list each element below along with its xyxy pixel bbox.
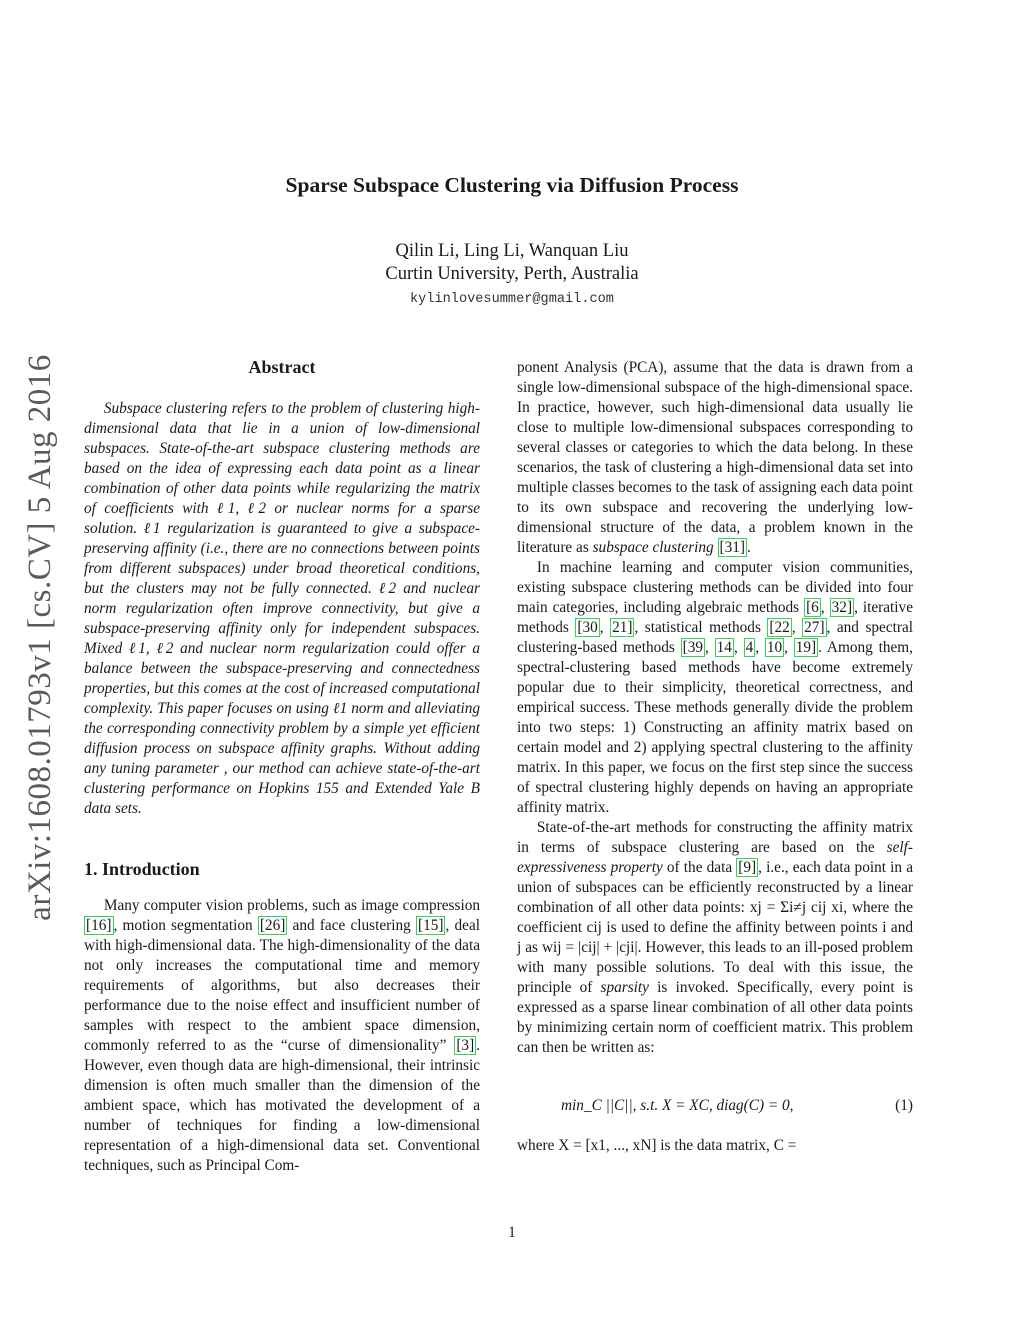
text-run: , i.e., each data point in a union of subspaces can be efficiently reconstructed by a linear combination of all other data points: xj = Σi≠j cij xi, where the coefficient cij is used to define the affinity between points i and j as wij = |cij| + |cji|. However, this leads to an ill-posed problem with many possible solutions. To deal with this issue, the principle of <box>517 859 913 996</box>
text-run: is invoked. Specifically, every point is expressed as a sparse linear combination of all other data points by minimizing certain norm of coefficient matrix. This problem can then be written as: <box>517 979 913 1056</box>
citation-link[interactable]: 32] <box>831 599 853 616</box>
text-run: , and spectral clustering-based methods <box>517 619 914 656</box>
text-run: . <box>747 539 751 556</box>
citation-link[interactable]: 10 <box>766 639 783 656</box>
intro-paragraph <box>84 896 480 1176</box>
citation-link[interactable]: [3] <box>456 1037 475 1054</box>
citation-link[interactable]: [16] <box>86 917 112 934</box>
page-number: 1 <box>508 1224 516 1241</box>
equation-number: (1) <box>895 1097 913 1114</box>
citation-link[interactable]: [9] <box>738 859 757 876</box>
text-run: and face clustering <box>287 917 416 934</box>
citation-link[interactable]: [15] <box>417 917 444 934</box>
text-run: ponent Analysis (PCA), assume that the data is drawn from a single low-dimensional subspace of the high-dimensional space. In practice, however, such high-dimensional data usually lie close to multiple low-dimensional subspaces corresponding to several classes or categories to which the data belong. In these scenarios, the task of clustering a high-dimensional data set into multiple classes becomes to the task of assigning each data point to its own subspace and recovering the underlying low-dimensional structure of the data, a problem known in the literature as <box>517 359 913 556</box>
abstract <box>84 399 480 819</box>
citation-link[interactable]: [6 <box>806 599 819 616</box>
text-run: . However, even though data are high-dimensional, their intrinsic dimension is often much smaller than the dimension of the ambient space, which has motivated the development of a number of techniques for finding a low-dimensional representation of a high-dimensional data set. Conventional techniques, such as Principal Com- <box>84 1037 480 1174</box>
text-run: of the data <box>662 859 737 876</box>
right-column <box>517 358 913 1156</box>
citation-link[interactable]: [31] <box>719 539 746 556</box>
methods-paragraph: In machine learning and computer vision communities, existing subspace clustering methods can be divided into four main categories, including algebraic methods [6 , 32] , iterative methods [30 , 21] , statistical methods [22 , 27] , and spectral clustering-based methods [39 , 14 , 4 , 10 , 19] . Among them, spectral-clustering based methods have become extremely popular due to their simplicity, theoretical correctness, and empirical success. These methods generally divide the problem into two steps: 1) Constructing an affinity matrix based on certain model and 2) applying spectral clustering to the affinity matrix. In this paper, we focus on the first step since the success of spectral clustering highly depends on having an appropriate affinity matrix. <box>517 559 914 816</box>
citation-link[interactable]: 19] <box>795 639 817 656</box>
abstract-heading: Abstract <box>248 357 316 377</box>
citation-link[interactable]: 21] <box>612 619 633 636</box>
paper-title: Sparse Subspace Clustering via Diffusion Process <box>285 173 739 197</box>
text-run: , statistical methods <box>634 619 768 636</box>
left-column <box>84 355 480 1176</box>
affiliation: Curtin University, Perth, Australia <box>385 264 639 284</box>
citation-link[interactable]: 14 <box>716 639 732 656</box>
citation-link[interactable]: [39 <box>682 639 704 656</box>
equation-1 <box>517 1096 913 1116</box>
text-run: . Among them, spectral-clustering based methods have become extremely popular due to their simplicity, theoretical correctness, and empirical success. These methods generally divide the problem into two steps: 1) Constructing an affinity matrix based on certain model and 2) applying spectral clustering to the affinity matrix. In this paper, we focus on the first step since the success of spectral clustering highly depends on having an appropriate affinity matrix. <box>517 639 913 816</box>
citation-link[interactable]: [30 <box>577 619 598 636</box>
continued-paragraph <box>517 358 913 558</box>
emphasis-text: sparsity <box>600 979 649 996</box>
affinity-paragraph <box>517 818 913 1058</box>
emphasis-text: subspace clustering <box>592 539 714 556</box>
text-run: In machine learning and computer vision communities, existing subspace clustering methods can be divided into four main categories, including algebraic methods <box>517 559 913 616</box>
citation-link[interactable]: 4 <box>745 639 754 656</box>
text-run: State-of-the-art methods for constructing the affinity matrix in terms of subspace clustering are based on the <box>517 819 913 856</box>
text-run: , motion segmentation <box>113 917 258 934</box>
citation-link[interactable]: 27] <box>804 619 825 636</box>
text-run: , deal with high-dimensional data. The high-dimensionality of the data not only increases the computational time and memory requirements of algorithms, but also decreases their performance due to the noise effect and insufficient number of samples with respect to the ambient space dimension, commonly referred to as the “curse of dimensionality” <box>84 917 480 1054</box>
text-run: , iterative methods <box>517 599 913 636</box>
emphasis-text: self-expressiveness property <box>517 839 913 876</box>
introduction-heading: 1. Introduction <box>84 859 200 879</box>
where-paragraph: where X = [x1, ..., xN] is the data matrix, C = <box>517 1137 797 1154</box>
arxiv-stamp <box>4 350 76 925</box>
text-run: Many computer vision problems, such as image compression <box>103 897 480 914</box>
author-list: Qilin Li, Ling Li, Wanquan Liu <box>395 241 629 261</box>
arxiv-id-text: arXiv:1608.01793v1 [cs.CV] 5 Aug 2016 <box>21 354 58 921</box>
citation-link[interactable]: [26] <box>259 917 286 934</box>
equation-body: min_C ||C||, s.t. X = XC, diag(C) = 0, <box>561 1097 794 1114</box>
author-email: kylinlovesummer@gmail.com <box>410 292 614 307</box>
abstract-text: Subspace clustering refers to the problem of clustering high-dimensional data that lie in a union of low-dimensional subspaces. State-of-the-art subspace clustering methods are based on the idea of expressing each data point as a linear combination of other data points while regularizing the matrix of coefficients with ℓ1, ℓ2 or nuclear norms for a sparse solution. ℓ1 regularization is guaranteed to give a subspace-preserving affinity (i.e., there are no connections between points from different subspaces) under broad theoretical conditions, but the clusters may not be fully connected. ℓ2 and nuclear norm regularization often improve connectivity, but give a subspace-preserving affinity only for independent subspaces. Mixed ℓ1, ℓ2 and nuclear norm regularization could offer a balance between the subspace-preserving and connectedness properties, but this comes at the cost of increased computational complexity. This paper focuses on using ℓ1 norm and alleviating the corresponding connectivity problem by a simple yet efficient diffusion process on subspace affinity graphs. Without adding any tuning parameter , our method can achieve state-of-the-art clustering performance on Hopkins 155 and Extended Yale B data sets. <box>84 400 480 817</box>
citation-link[interactable]: [22 <box>769 619 790 636</box>
